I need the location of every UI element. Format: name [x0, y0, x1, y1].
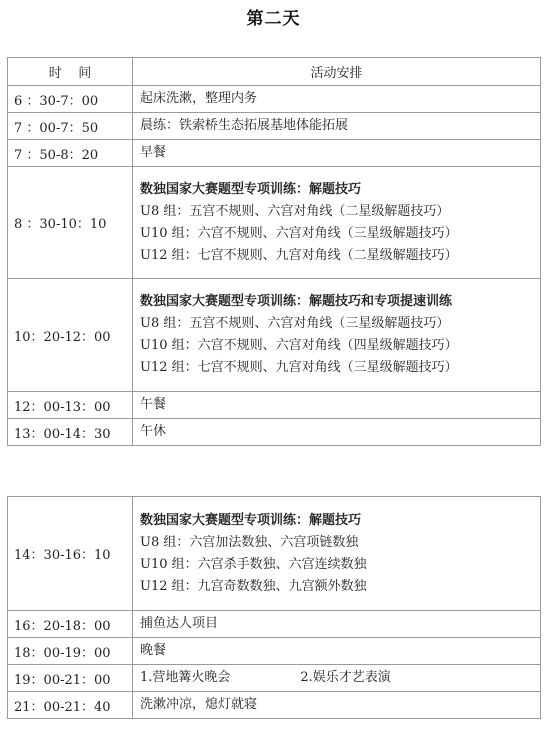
activity-cell: [133, 638, 541, 665]
activity-cell: [133, 140, 541, 167]
time-cell: 14：30-16：10: [8, 497, 133, 611]
activity-cell: [133, 279, 541, 392]
activity-line: [140, 554, 540, 576]
activity-text: 洗漱冲凉，熄灯就寝: [140, 697, 258, 712]
time-cell: 6 ：30-7：00: [8, 86, 133, 113]
activity-cell: [133, 392, 541, 419]
activity-line: [140, 245, 540, 267]
activity-line: [140, 142, 540, 164]
activity-line: [140, 421, 540, 443]
activity-text: U12 组：七宫不规则、九宫对角线（三星级解题技巧）: [140, 360, 458, 375]
activity-heading: [140, 291, 540, 313]
activity-text: 数独国家大赛题型专项训练：解题技巧和专项提速训练: [140, 294, 453, 309]
activity-line: [140, 532, 540, 554]
activity-line: [140, 357, 540, 379]
time-cell: 21：00-21：40: [8, 692, 133, 719]
table-row: [8, 665, 541, 692]
activity-line: [140, 640, 540, 662]
schedule-table-morning: [7, 57, 541, 446]
activity-text: U12 组：七宫不规则、九宫对角线（二星级解题技巧）: [140, 247, 458, 263]
activity-line: [140, 313, 540, 335]
time-cell: 10：20-12：00: [8, 279, 133, 392]
time-cell: 7 ：50-8：20: [8, 140, 133, 167]
table-row: [8, 419, 541, 446]
table-row: [8, 638, 541, 665]
activity-heading: [140, 179, 540, 201]
activity-text: U8 组：五宫不规则、六宫对角线（三星级解题技巧）: [140, 316, 450, 331]
time-cell: 19：00-21：00: [8, 665, 133, 692]
activity-cell: [133, 113, 541, 140]
activity-text: 数独国家大赛题型专项训练：解题技巧: [140, 181, 362, 197]
activity-line: [140, 394, 540, 416]
activity-text: U10 组：六宫不规则、六宫对角线（四星级解题技巧）: [140, 338, 458, 353]
header-activity: 活动安排: [133, 58, 541, 86]
time-cell: 13：00-14：30: [8, 419, 133, 446]
activity-text: 晚餐: [140, 643, 167, 658]
activity-text: U10 组：六宫不规则、六宫对角线（三星级解题技巧）: [140, 225, 458, 241]
activity-cell: [133, 665, 541, 692]
activity-cell: [133, 497, 541, 611]
table-row: [8, 113, 541, 140]
time-cell: 18：00-19：00: [8, 638, 133, 665]
table-row: [8, 692, 541, 719]
activity-text: 午餐: [140, 397, 167, 412]
table-row: [8, 140, 541, 167]
time-cell: 16：20-18：00: [8, 611, 133, 638]
activity-cell: [133, 86, 541, 113]
activity-line: [140, 613, 540, 635]
activity-text: 午休: [140, 424, 167, 439]
activity-line: [140, 694, 540, 716]
activity-cell: [133, 692, 541, 719]
activity-cell: [133, 611, 541, 638]
activity-line: [140, 115, 540, 137]
activity-line: [140, 88, 540, 110]
activity-text: 数独国家大赛题型专项训练：解题技巧: [140, 512, 362, 528]
activity-line: [140, 335, 540, 357]
activity-text: 1.营地篝火晚会: [140, 670, 231, 685]
activity-heading: [140, 510, 540, 532]
activity-line: [140, 223, 540, 245]
activity-text-secondary: 2.娱乐才艺表演: [300, 670, 391, 685]
activity-text: U10 组：六宫杀手数独、六宫连续数独: [140, 556, 367, 572]
schedule-table-afternoon: [7, 496, 541, 719]
time-cell: 7 ：00-7：50: [8, 113, 133, 140]
activity-cell: [133, 419, 541, 446]
activity-line: [140, 576, 540, 598]
activity-text: 晨练：铁索桥生态拓展基地体能拓展: [140, 118, 349, 133]
table-row: [8, 611, 541, 638]
table-header-row: [8, 58, 541, 86]
activity-text: U8 组：六宫加法数独、六宫项链数独: [140, 534, 359, 550]
activity-text: 捕鱼达人项目: [140, 616, 219, 631]
table-row: [8, 279, 541, 392]
table-row: [8, 392, 541, 419]
activity-cell: [133, 167, 541, 279]
table-row: [8, 497, 541, 611]
activity-text: U8 组：五宫不规则、六宫对角线（二星级解题技巧）: [140, 203, 450, 219]
activity-text: 起床洗漱，整理内务: [140, 91, 258, 106]
page-title: 第二天: [246, 9, 301, 29]
time-cell: 8 ：30-10：10: [8, 167, 133, 279]
header-time: 时 间: [8, 58, 133, 86]
activity-text: 早餐: [140, 145, 167, 160]
activity-line: [140, 667, 540, 689]
time-cell: 12：00-13：00: [8, 392, 133, 419]
activity-text: U12 组：九宫奇数数独、九宫额外数独: [140, 578, 367, 594]
table-row: [8, 167, 541, 279]
activity-line: [140, 201, 540, 223]
table-row: [8, 86, 541, 113]
